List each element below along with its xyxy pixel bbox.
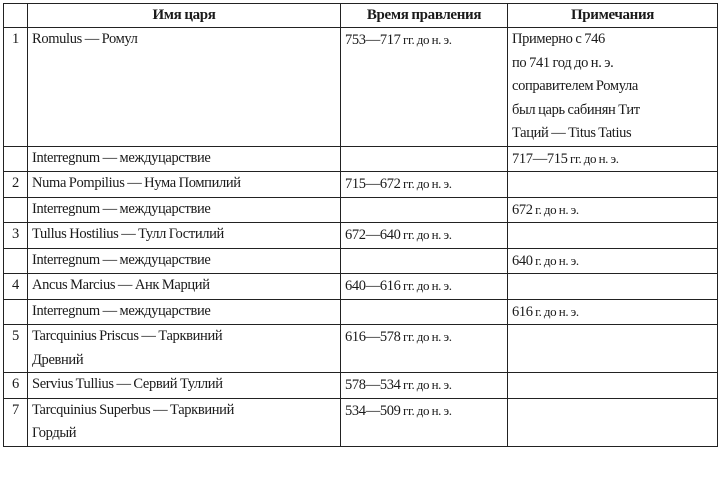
reign-time (341, 28, 508, 147)
reign-time (341, 223, 508, 249)
reign-years: 616—578 (345, 329, 401, 345)
king-name: Ancus Marcius — Анк Марций (28, 274, 341, 300)
note (508, 172, 718, 198)
row-number: 7 (4, 398, 28, 446)
header-row (4, 4, 718, 28)
header-time: Время правления (341, 4, 508, 28)
note (508, 373, 718, 399)
reign-years: 715—672 (345, 176, 401, 192)
reign-time (341, 398, 508, 446)
reign-time (341, 197, 508, 223)
king-name: Servius Tullius — Сервий Туллий (28, 373, 341, 399)
table-row (4, 197, 718, 223)
reign-time (341, 274, 508, 300)
king-name-line: Гордый (32, 425, 77, 441)
table-row (4, 223, 718, 249)
king-name: Numa Pompilius — Нума Помпилий (28, 172, 341, 198)
king-name (28, 325, 341, 373)
note-line: по 741 год до н. э. (512, 54, 614, 71)
row-number (4, 299, 28, 325)
row-number: 6 (4, 373, 28, 399)
note-line: был царь сабинян Тит (512, 101, 640, 118)
reign-time (341, 172, 508, 198)
row-number: 1 (4, 28, 28, 147)
note (508, 299, 718, 325)
note (508, 28, 718, 147)
note (508, 146, 718, 172)
table-row (4, 248, 718, 274)
reign-suffix: гг. до н. э. (400, 176, 452, 191)
king-name (28, 398, 341, 446)
note (508, 325, 718, 373)
note-years: 616 (512, 303, 533, 320)
note (508, 398, 718, 446)
note-years: 640 (512, 252, 533, 269)
reign-suffix: гг. до н. э. (400, 402, 452, 418)
reign-years: 640—616 (345, 278, 401, 294)
table-row (4, 398, 718, 446)
reign-years: 753—717 (345, 32, 401, 48)
king-name-line: Древний (32, 351, 84, 368)
note-years: 717—715 (512, 150, 568, 167)
reign-suffix: гг. до н. э. (400, 377, 452, 392)
reign-suffix: гг. до н. э. (400, 278, 452, 293)
table-row (4, 28, 718, 147)
kings-table (3, 3, 718, 447)
reign-suffix: гг. до н. э. (400, 227, 452, 242)
table-row (4, 274, 718, 300)
reign-time (341, 325, 508, 373)
note (508, 223, 718, 249)
king-name-line: Tarcquinius Priscus — Тарквиний (32, 328, 223, 344)
reign-years: 672—640 (345, 227, 401, 243)
note-years: 672 (512, 201, 533, 218)
note (508, 248, 718, 274)
header-name: Имя царя (28, 4, 341, 28)
king-name: Interregnum — междуцарствие (28, 248, 341, 274)
row-number: 2 (4, 172, 28, 198)
reign-time (341, 248, 508, 274)
king-name: Romulus — Ромул (28, 28, 341, 147)
reign-time (341, 146, 508, 172)
note-line: соправителем Ромула (512, 78, 638, 94)
note (508, 274, 718, 300)
reign-suffix: гг. до н. э. (400, 32, 452, 47)
king-name: Interregnum — междуцарствие (28, 146, 341, 172)
table-row (4, 325, 718, 373)
note-suffix: гг. до н. э. (567, 150, 619, 166)
note-suffix: г. до н. э. (532, 201, 579, 217)
table-row (4, 172, 718, 198)
header-num (4, 4, 28, 28)
note-suffix: г. до н. э. (532, 303, 579, 319)
table-row (4, 373, 718, 399)
reign-time (341, 373, 508, 399)
note (508, 197, 718, 223)
note-line: Примерно с 746 (512, 31, 605, 47)
row-number (4, 248, 28, 274)
king-name: Interregnum — междуцарствие (28, 197, 341, 223)
table-row (4, 299, 718, 325)
row-number (4, 197, 28, 223)
reign-years: 534—509 (345, 402, 401, 419)
table-row (4, 146, 718, 172)
header-note: Примечания (508, 4, 718, 28)
king-name: Interregnum — междуцарствие (28, 299, 341, 325)
row-number: 3 (4, 223, 28, 249)
reign-time (341, 299, 508, 325)
row-number: 5 (4, 325, 28, 373)
note-line: Таций — Titus Tatius (512, 125, 632, 141)
reign-years: 578—534 (345, 377, 401, 393)
reign-suffix: гг. до н. э. (400, 329, 452, 344)
king-name-line: Tarcquinius Superbus — Тарквиний (32, 401, 235, 418)
king-name: Tullus Hostilius — Тулл Гостилий (28, 223, 341, 249)
row-number: 4 (4, 274, 28, 300)
note-suffix: г. до н. э. (532, 252, 579, 268)
row-number (4, 146, 28, 172)
